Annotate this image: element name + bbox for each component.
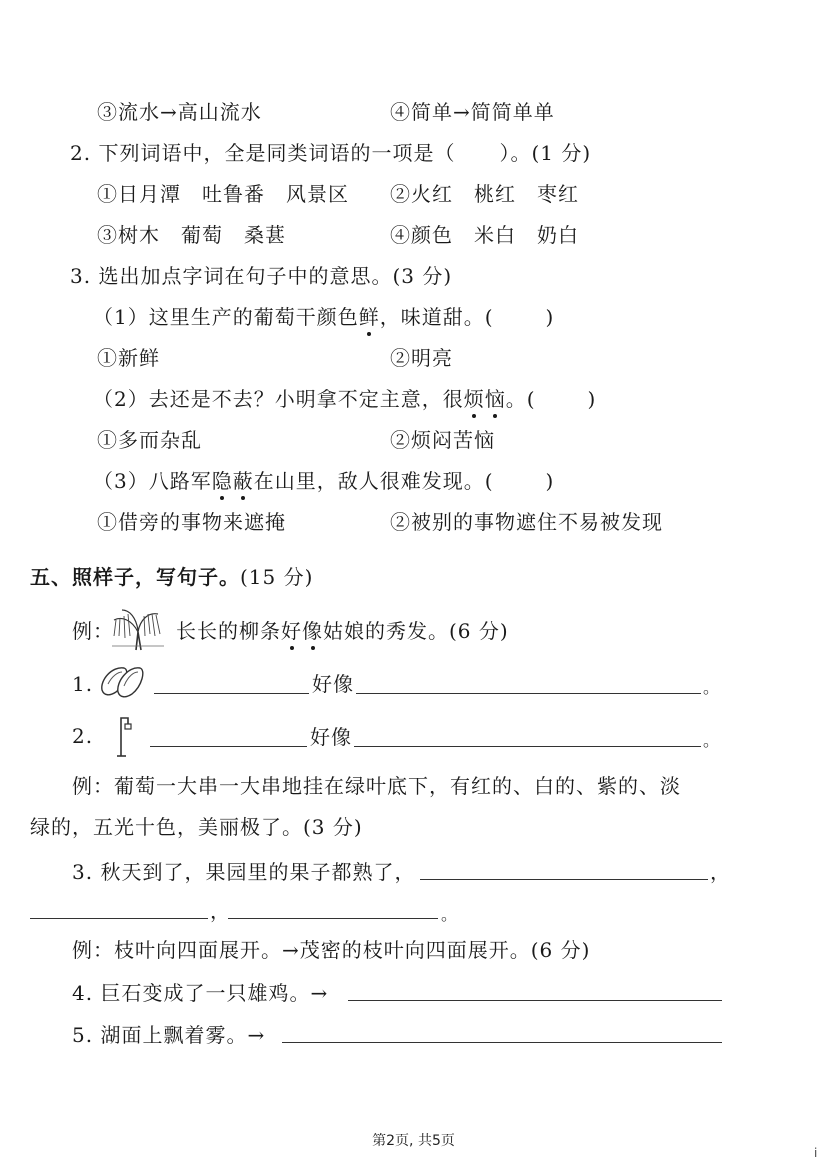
q3-s2-pre: （2）去还是不去？小明拿不定主意，很 [93,387,464,411]
q3-s3-dotted-char-2: 蔽 [232,469,254,493]
item-2-number: 2. [72,724,94,748]
q3-s1-option-2: ②明亮 [390,346,453,370]
street-lamp-icon [114,712,136,758]
item-3-comma-1: ， [710,860,731,884]
q3-title: 3. 选出加点字词在句子中的意思。(3 分) [70,264,453,288]
page-footer: 第2页, 共5页 [372,1133,455,1149]
slippers-icon [98,660,148,700]
q3-s2-option-2: ②烦闷苦恼 [390,428,495,452]
q3-s2-dotted-char-2: 恼 [484,387,506,411]
q3-sentence-3 [93,467,554,495]
q3-s1-post: ，味道甜。( [379,305,494,329]
item-5-blank[interactable] [282,1042,722,1043]
item-5-text: 5. 湖面上飘着雾。→ [72,1023,266,1047]
q3-s3-option-1: ①借旁的事物来遮掩 [97,510,286,534]
q2-stem [70,139,591,167]
section-5-points: (15 分) [240,565,314,589]
q3-sentence-1 [93,303,554,331]
q3-s1-close: ) [545,305,555,329]
item-3-text: 3. 秋天到了，果园里的果子都熟了， [72,860,416,884]
example-1-dotted-char-2: 像 [302,619,323,643]
example-2-line-2: 绿的，五光十色，美丽极了。(3 分) [30,815,363,839]
q3-s2-dotted-char-1: 烦 [463,387,485,411]
q3-sentence-2 [93,385,596,413]
section-5-heading [30,563,313,591]
q3-s3-option-2: ②被别的事物遮住不易被发现 [390,510,663,534]
q3-s3-pre: （3）八路军 [93,469,212,493]
item-3-end: 。 [441,905,459,924]
item-2-blank-1[interactable] [150,746,307,747]
item-2-end: 。 [703,731,721,750]
q3-s2-close: ) [587,387,597,411]
edge-mark: i [814,1146,818,1160]
q3-s1-option-1: ①新鲜 [97,346,160,370]
item-4-text: 4. 巨石变成了一只雄鸡。→ [72,981,329,1005]
item-3-comma-2: ， [210,899,231,923]
q3-s3-dotted-char-1: 隐 [211,469,233,493]
item-3-blank-2[interactable] [30,918,208,919]
q2-option-1: ①日月潭 吐鲁番 风景区 [97,182,349,206]
section-5-title: 五、照样子，写句子。 [30,565,240,589]
example-1-label: 例： [72,619,114,643]
example-3: 例：枝叶向四面展开。→茂密的枝叶向四面展开。(6 分) [72,938,591,962]
q3-s2-option-1: ①多而杂乱 [97,428,202,452]
item-1-blank-2[interactable] [356,693,701,694]
q2-stem-suffix: ）。(1 分) [499,141,592,165]
example-1-pre: 长长的柳条 [176,619,281,643]
q3-s2-post: 。( [505,387,536,411]
item-3-blank-3[interactable] [228,918,438,919]
q2-option-3: ③树木 葡萄 桑葚 [97,223,286,247]
example-1-post: 姑娘的秀发。(6 分) [323,619,509,643]
item-2-blank-2[interactable] [354,746,701,747]
item-1-blank-1[interactable] [154,693,309,694]
item-1-end: 。 [703,678,721,697]
q3-s1-pre: （1）这里生产的葡萄干颜色 [93,305,359,329]
example-2-line-1: 例：葡萄一大串一大串地挂在绿叶底下，有红的、白的、紫的、淡 [72,774,681,798]
q3-s1-dotted-char: 鲜 [358,305,380,329]
item-4-blank[interactable] [348,1000,722,1001]
q2-option-2: ②火红 桃红 枣红 [390,182,579,206]
item-1-number: 1. [72,672,94,696]
q2-option-4: ④颜色 米白 奶白 [390,223,579,247]
willow-tree-icon [108,606,168,652]
item-3-blank-1[interactable] [420,879,708,880]
q2-stem-prefix: 2. 下列词语中，全是同类词语的一项是（ [70,141,456,165]
example-1-dotted-char-1: 好 [281,619,302,643]
item-1-word: 好像 [312,672,354,696]
q3-s3-post: 在山里，敌人很难发现。( [253,469,494,493]
item-2-word: 好像 [310,725,352,749]
q3-s3-close: ) [545,469,555,493]
example-1-sentence [176,617,509,645]
q1-option-4: ④简单→简简单单 [390,100,555,124]
q1-option-3: ③流水→高山流水 [97,100,262,124]
